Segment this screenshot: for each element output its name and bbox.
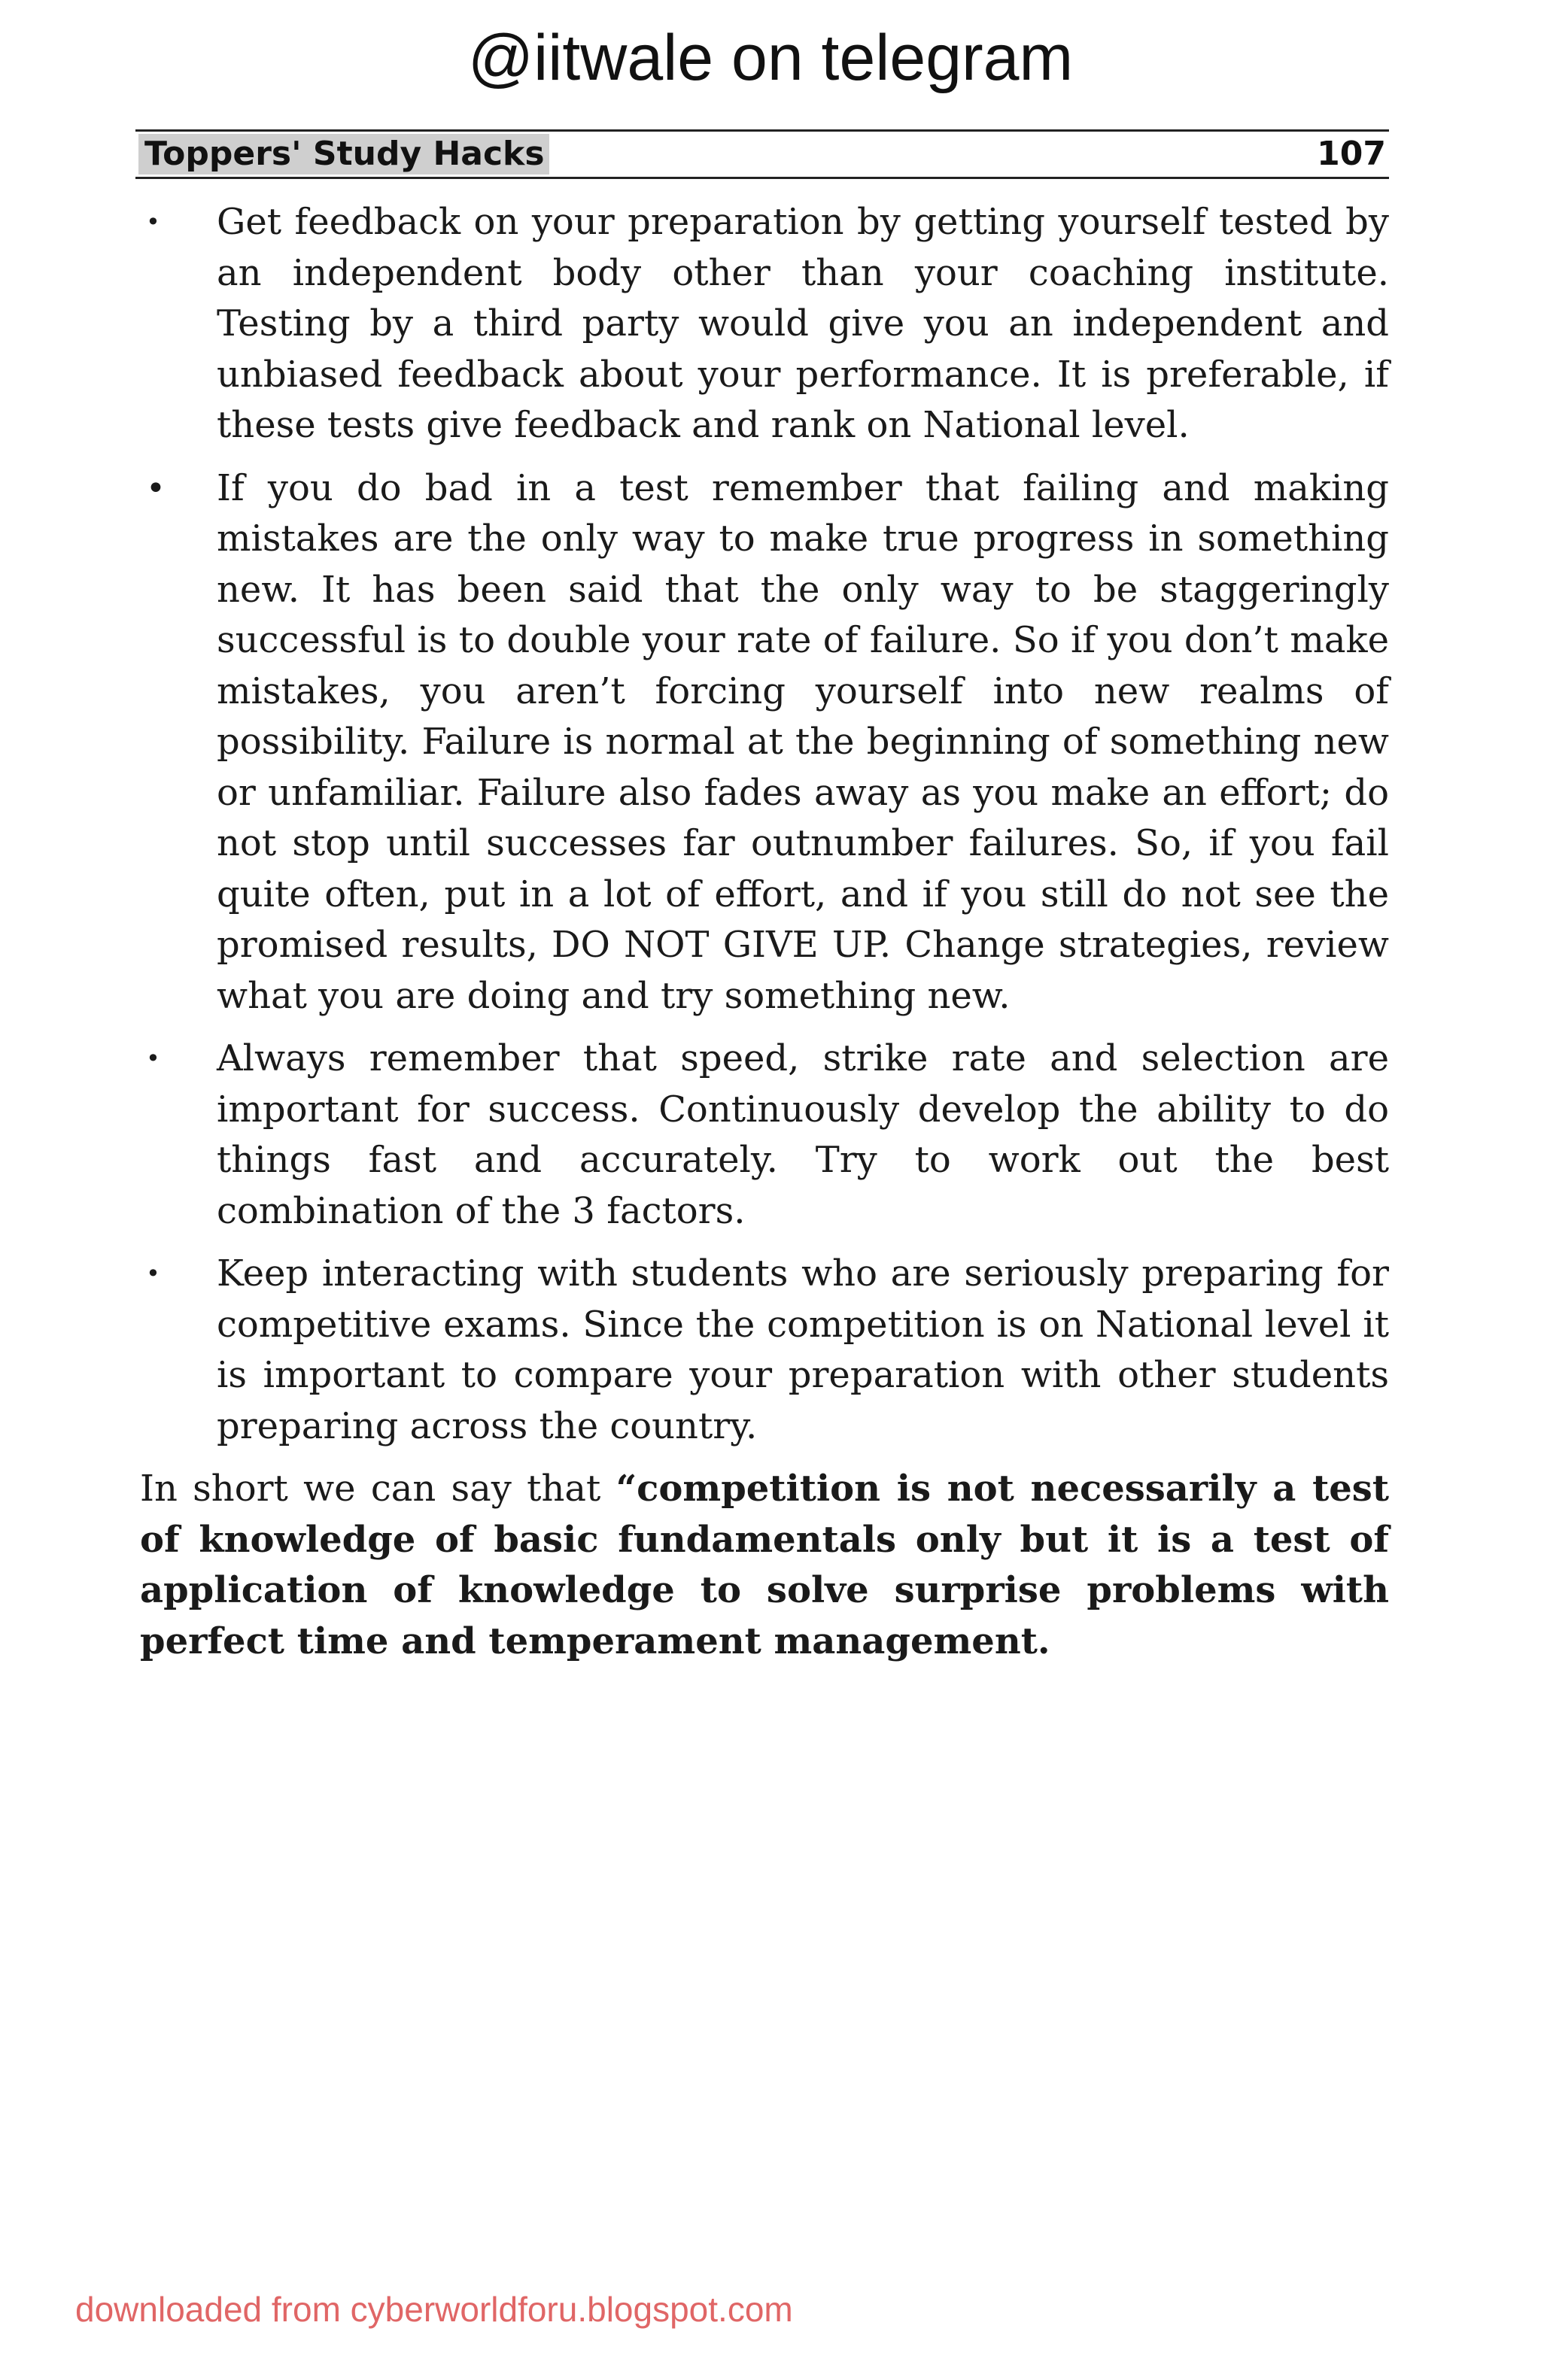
- page-body: [140, 197, 1389, 1667]
- page-number: 107: [1317, 135, 1386, 173]
- bullet-icon: •: [146, 1259, 160, 1288]
- list-item-text: If you do bad in a test remember that failing and making mistakes are the only way to make true progress in something new. It has been said that the only way to be staggeringly successful is to double your rate of failure. So if you don’t make mistakes, you aren’t forcing yourself into new realms of possibility. Failure is normal at the beginning of something new or unfamiliar. Failure also fades away as you make an effort; do not stop until successes far outnumber failures. So, if you fail quite often, put in a lot of effort, and if you still do not see the promised results, DO NOT GIVE UP. Change strategies, review what you are doing and try something new.: [217, 466, 1389, 1017]
- bullet-icon: •: [146, 208, 160, 236]
- conclusion-bold: “competition is not necessarily a test of knowledge of basic fundamentals only but it is a test of application of knowledge to solve surprise problems with perfect time and temperament management.: [140, 1468, 1390, 1662]
- list-item: [140, 1249, 1389, 1452]
- bullet-icon: •: [146, 469, 166, 508]
- list-item-text: Keep interacting with students who are seriously preparing for competitive exams. Since the competition is on National level it is important to compare your preparation with other students preparing across the country.: [217, 1252, 1389, 1447]
- download-watermark: downloaded from cyberworldforu.blogspot.com: [75, 2290, 793, 2329]
- telegram-watermark: @iitwale on telegram: [467, 22, 1074, 94]
- conclusion-paragraph: [140, 1464, 1389, 1667]
- list-item: [140, 463, 1389, 1022]
- list-item: [140, 197, 1389, 451]
- list-item-text: Always remember that speed, strike rate and selection are important for success. Continuously develop the ability to do things fast and accurately. Try to work out the best combination of the 3 factors.: [217, 1037, 1389, 1232]
- tips-list: [140, 197, 1389, 1452]
- conclusion-lead: In short we can say that: [140, 1468, 616, 1510]
- list-item: [140, 1034, 1389, 1237]
- bullet-icon: •: [146, 1044, 160, 1073]
- book-title: Toppers' Study Hacks: [138, 134, 549, 175]
- list-item-text: Get feedback on your preparation by getting yourself tested by an independent body other than your coaching institute. Testing by a third party would give you an independent and unbiased feedback about your performance. It is preferable, if these tests give feedback and rank on National level.: [217, 201, 1389, 446]
- running-header: [135, 129, 1389, 179]
